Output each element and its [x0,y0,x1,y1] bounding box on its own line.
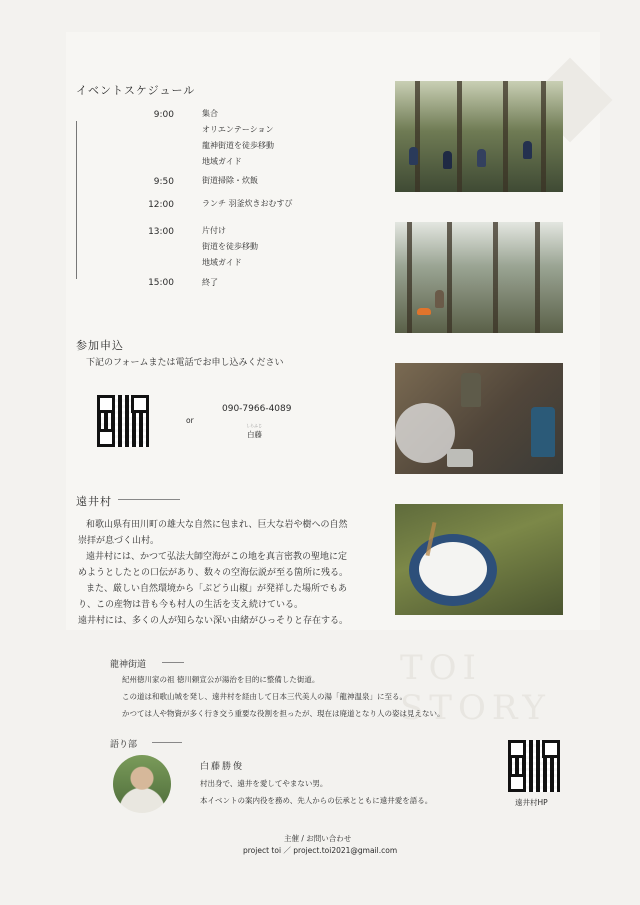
apply-description: 下記のフォームまたは電話でお申し込みください [86,358,284,368]
cooking-fire-photo [395,363,563,474]
forest-group-photo [395,81,563,192]
schedule-event: 集合 [202,109,218,118]
village-text-line: り、この産物は昔も今も村人の生活を支え続けている。 [78,600,304,610]
narrator-title: 語り部 [110,740,138,750]
schedule-time: 9:50 [153,177,174,187]
schedule-event: ランチ 羽釜炊きおむすび [202,199,293,208]
schedule-timeline [76,121,77,279]
schedule-time: 13:00 [148,227,174,237]
trail-cleaning-photo [395,222,563,333]
narrator-avatar [113,755,171,813]
schedule-events [202,223,258,271]
ryujin-text-line: かつては人や物資が多く行き交う重要な役割を担ったが、現在は廃道となり人の姿は見えない。 [122,709,445,718]
schedule-event: オリエンテーション [202,125,274,134]
village-text-line: 和歌山県有田川町の雄大な自然に包まれ、巨大な岩や樹への自然 [86,520,348,530]
narrator-text-line: 本イベントの案内役を務め、先人からの伝承とともに遠井愛を語る。 [200,796,433,805]
homepage-label: 遠井村HP [515,798,548,807]
contact-name-ruby: しらふじ [246,423,262,428]
schedule-events [202,173,258,189]
or-label: or [186,416,194,425]
background-watermark: TOI STORY [400,648,551,728]
schedule-events [202,106,274,170]
rice-pot-photo [395,504,563,615]
schedule-time: 9:00 [153,110,174,120]
village-text-line: 遠井村には、多くの人が知らない深い由緒がひっそりと存在する。 [78,616,349,626]
village-text-line: 崇拝が息づく山村。 [78,536,160,546]
schedule-event: 地域ガイド [202,157,242,166]
village-text-line: めようとしたとの口伝があり、数々の空海伝説が至る箇所に残る。 [78,568,349,578]
village-text-line: 遠井村には、かつて弘法大師空海がこの地を真言密教の聖地に定 [86,552,348,562]
schedule-time: 15:00 [148,278,174,288]
narrator-text-line: 村出身で、遠井を愛してやまない男。 [200,779,328,788]
schedule-event: 終了 [202,278,218,287]
village-title: 遠井村 [76,495,112,508]
application-form-qr-code[interactable] [97,395,149,447]
organizer-label: 主催 / お問い合わせ [284,834,352,843]
schedule-events [202,275,218,291]
schedule-event: 片付け [202,226,226,235]
narrator-name: 白藤勝俊 [200,762,245,772]
schedule-event: 龍神街道を徒歩移動 [202,141,274,150]
contact-name: 白藤 [247,430,262,439]
village-homepage-qr-code[interactable] [508,740,560,792]
schedule-title: イベントスケジュール [76,84,196,97]
ryujin-title-rule [162,662,184,663]
village-text-line: また、厳しい自然環境から「ぶどう山椒」が発祥した場所でもあ [86,584,348,594]
schedule-time: 12:00 [148,200,174,210]
ryujin-text-line: この道は和歌山城を発し、遠井村を経由して日本三代美人の湯「龍神温泉」に至る。 [122,692,407,701]
organizer-contact[interactable]: project toi ／ project.toi2021@gmail.com [243,846,398,855]
narrator-title-rule [152,742,182,743]
apply-title: 参加申込 [76,339,124,352]
schedule-events [202,196,293,212]
ryujin-title: 龍神街道 [110,660,147,670]
schedule-event: 街道掃除・炊飯 [202,176,258,185]
schedule-event: 地域ガイド [202,258,242,267]
schedule-event: 街道を徒歩移動 [202,242,258,251]
phone-number[interactable]: 090-7966-4089 [222,404,292,414]
village-title-rule [118,499,180,500]
ryujin-text-line: 紀州徳川家の祖 徳川頼宣公が湯治を目的に整備した街道。 [122,675,320,684]
